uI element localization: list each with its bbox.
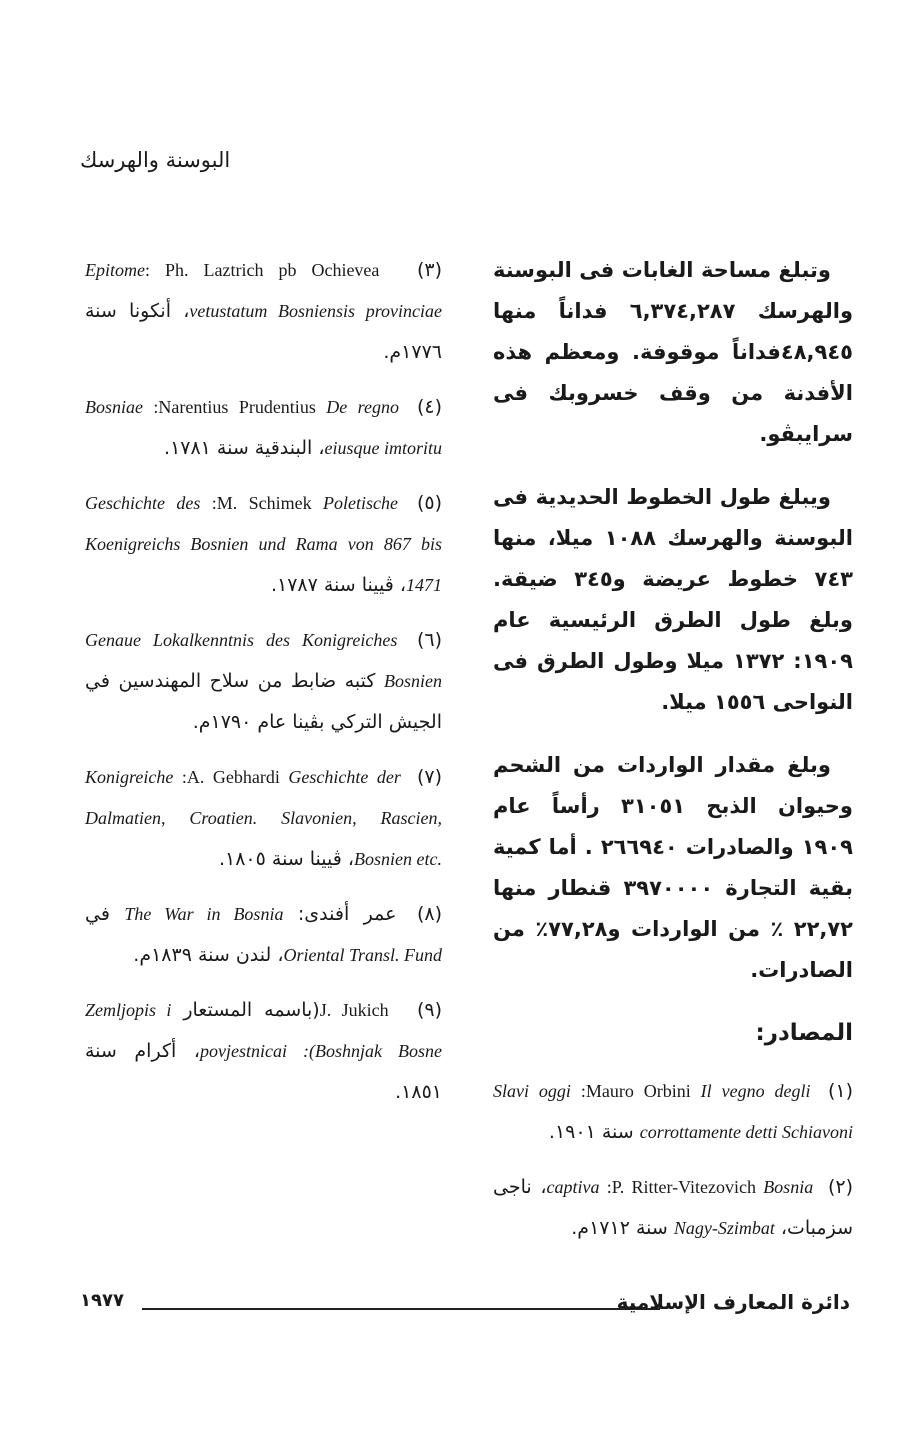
reference-entry: [85, 620, 442, 743]
reference-latin-text: Zemljopis i povjestnicai :(Boshnjak Bosne: [85, 1000, 442, 1061]
reference-latin-text: Il vegno degli: [700, 1081, 811, 1101]
paragraph-forests: وتبلغ مساحة الغابات فى البوسنة والهرسك ٦,٣٧٤,٢٨٧ فداناً منها ٤٨,٩٤٥فداناً موقوفة. ومعظم هذه الأفدنة من وقف خسروبك فى سرايبڤو.: [493, 258, 853, 446]
reference-arabic-text: عمر أفندى:: [283, 903, 397, 925]
reference-arabic-text: ، ناجى سزمبات،: [493, 1176, 853, 1239]
reference-entry: [85, 757, 442, 880]
reference-entry: [85, 894, 442, 976]
reference-entry: [85, 483, 442, 606]
sources-heading: المصادر:: [755, 1020, 853, 1046]
journal-name: دائرة المعارف الإسلامية: [616, 1290, 850, 1314]
reference-arabic-text: (باسمه المستعار: [171, 999, 320, 1021]
reference-number: (٦): [403, 629, 442, 651]
reference-latin-text: Genaue Lokalkenntnis des Konigreiches Bosnien: [85, 630, 442, 691]
reference-list: [493, 1071, 853, 1249]
reference-latin-text: Poletische: [323, 493, 399, 513]
reference-latin-text: De regno: [326, 397, 399, 417]
reference-number: (٣): [400, 259, 442, 281]
reference-latin-text: :M. Schimek: [200, 493, 324, 513]
reference-number: (٢): [819, 1176, 854, 1198]
page-footer: [80, 1290, 850, 1320]
reference-arabic-text: ، ڤيينا سنة ١٧٨٧.: [270, 574, 406, 596]
reference-latin-text: The War in Bosnia: [124, 904, 284, 924]
reference-arabic-text: في: [85, 903, 125, 925]
footer-rule: [142, 1308, 660, 1310]
reference-latin-text: Epitome vetustatum Bosniensis provinciae: [85, 260, 442, 321]
page-number: ١٩٧٧: [80, 1290, 124, 1311]
reference-latin-text: :A. Gebhardi: [173, 767, 289, 787]
reference-latin-text: J. Jukich: [319, 1000, 400, 1020]
reference-number: (٥): [404, 492, 442, 514]
reference-latin-text: Bosniae eiusque imtoritu: [85, 397, 442, 458]
paragraph-railways: ويبلغ طول الخطوط الحديدية فى البوسنة والهرسك ١٠٨٨ ميلا، منها ٧٤٣ خطوط عريضة و٣٤٥ ضيقة. وبلغ طول الطرق الرئيسية عام ١٩٠٩: ١٣٧٢ ميلا وطول الطرق فى النواحى ١٥٥٦ ميلا.: [493, 485, 853, 714]
reference-arabic-text: كتبه ضابط من سلاح المهندسين في الجيش التركي بڤينا عام ١٧٩٠م.: [85, 670, 442, 733]
reference-arabic-text: ، ڤيينا سنة ١٨٠٥.: [218, 848, 355, 870]
reference-arabic-text: ، لندن سنة ١٨٣٩م.: [133, 944, 284, 966]
reference-arabic-text: ، أكرام سنة ١٨٥١.: [85, 1040, 442, 1103]
reference-latin-text: : Ph. Laztrich pb Ochievea: [145, 260, 395, 280]
reference-number: (١): [816, 1080, 853, 1102]
reference-latin-text: Geschichte der: [288, 767, 401, 787]
reference-number: (٤): [404, 396, 442, 418]
reference-entry: [85, 250, 442, 373]
reference-arabic-text: سنة ١٩٠١.: [548, 1121, 640, 1143]
reference-entry: [85, 990, 442, 1113]
reference-number: (٧): [406, 766, 442, 788]
paragraph-trade: وبلغ مقدار الواردات من الشحم وحيوان الذبح ٣١٠٥١ رأساً عام ١٩٠٩ والصادرات ٢٦٦٩٤٠ . أما كمية بقية التجارة ٣٩٧٠٠٠٠ قنطار منها ٢٢,٧٢ ٪ من الواردات و٧٧,٢٨٪ من الصادرات.: [493, 753, 853, 982]
reference-latin-text: :Narentius Prudentius: [143, 397, 327, 417]
reference-latin-text: :Mauro Orbini: [570, 1081, 701, 1101]
reference-entry: [493, 1167, 853, 1249]
reference-latin-text: Geschichte des Koenigreichs Bosnien und Rama von 867 bis 1471: [85, 493, 442, 595]
reference-latin-text: Bosnia: [763, 1177, 814, 1197]
reference-number: (٨): [402, 903, 442, 925]
reference-latin-text: Konigreiche Dalmatien, Croatien. Slavonien, Rascien, Bosnien etc.: [85, 767, 442, 869]
reference-entry: [493, 1071, 853, 1153]
reference-latin-text: Oriental Transl. Fund: [283, 945, 442, 965]
reference-latin-text: captiva: [546, 1177, 600, 1197]
reference-latin-text: Slavi oggi corrottamente detti Schiavoni: [493, 1081, 853, 1142]
running-title: البوسنة والهرسك: [80, 148, 231, 172]
reference-list: [85, 250, 442, 1113]
reference-arabic-text: ، البندقية سنة ١٧٨١.: [164, 437, 325, 459]
reference-latin-text: Nagy-Szimbat: [673, 1218, 775, 1238]
reference-arabic-text: سنة ١٧١٢م.: [571, 1217, 674, 1239]
reference-arabic-text: ، أنكونا سنة ١٧٧٦م.: [85, 300, 442, 363]
reference-number: (٩): [405, 999, 443, 1021]
reference-latin-text: :P. Ritter-Vitezovich: [599, 1177, 764, 1197]
left-column: [85, 250, 442, 1127]
reference-entry: [85, 387, 442, 469]
right-column: [493, 250, 853, 1263]
